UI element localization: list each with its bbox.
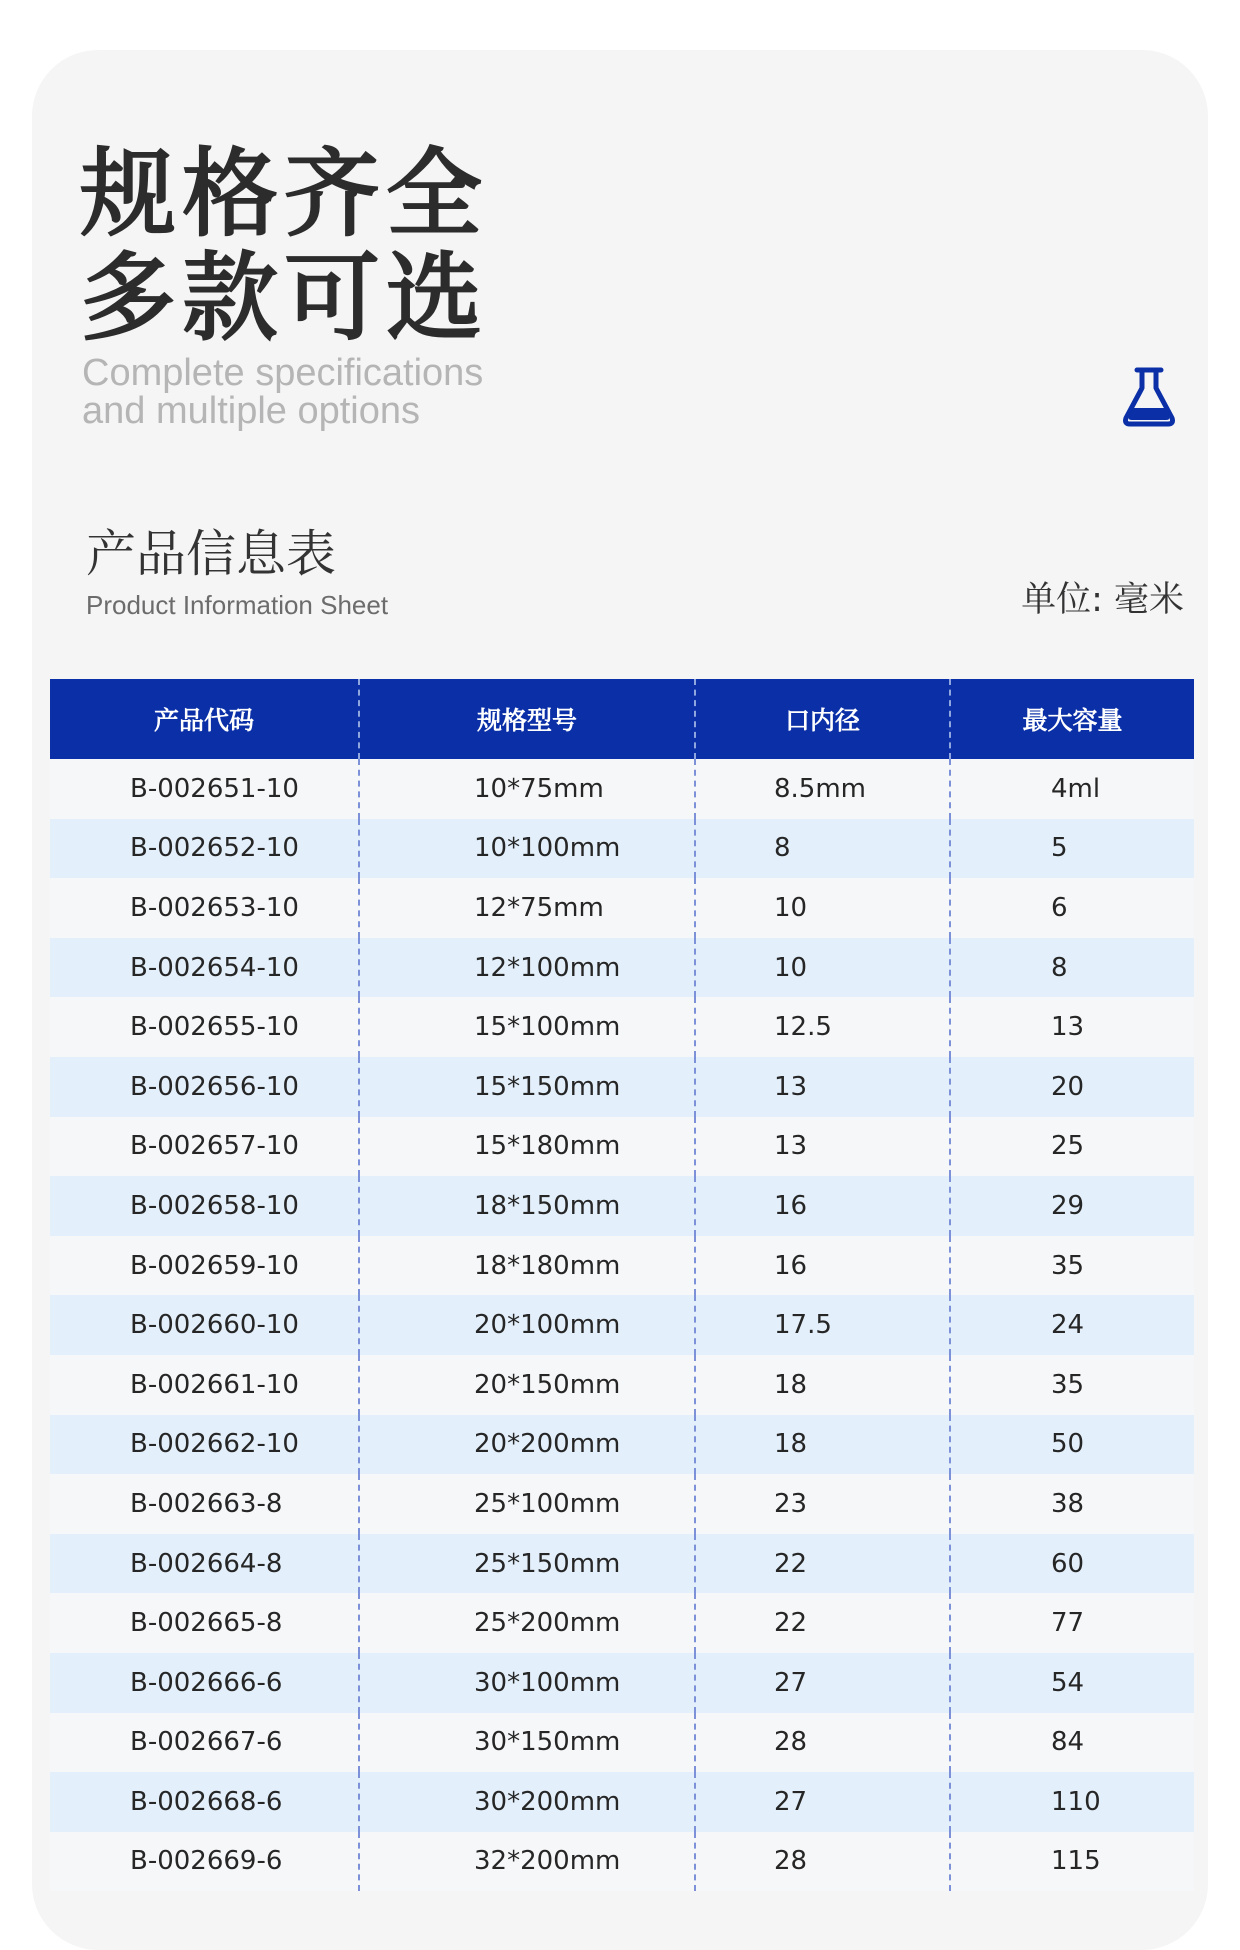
table-row — [50, 1415, 1194, 1475]
header-product-code: 产品代码 — [50, 679, 359, 759]
cell-product-code: B-002655-10 — [50, 997, 359, 1057]
cell-max-capacity: 54 — [950, 1653, 1194, 1713]
cell-product-code: B-002652-10 — [50, 819, 359, 879]
cell-max-capacity: 35 — [950, 1355, 1194, 1415]
cell-inner-diameter: 27 — [695, 1653, 950, 1713]
cell-specification: 25*200mm — [359, 1593, 695, 1653]
cell-max-capacity: 50 — [950, 1415, 1194, 1475]
table-row — [50, 1295, 1194, 1355]
cell-specification: 10*75mm — [359, 759, 695, 819]
cell-product-code: B-002665-8 — [50, 1593, 359, 1653]
cell-product-code: B-002666-6 — [50, 1653, 359, 1713]
cell-specification: 25*150mm — [359, 1534, 695, 1594]
cell-product-code: B-002664-8 — [50, 1534, 359, 1594]
hero-subtitle — [82, 354, 483, 430]
cell-max-capacity: 8 — [950, 938, 1194, 998]
cell-specification: 25*100mm — [359, 1474, 695, 1534]
product-info-table — [50, 679, 1194, 1891]
cell-inner-diameter: 23 — [695, 1474, 950, 1534]
cell-max-capacity: 60 — [950, 1534, 1194, 1594]
cell-inner-diameter: 12.5 — [695, 997, 950, 1057]
table-row — [50, 1117, 1194, 1177]
table-row — [50, 1713, 1194, 1773]
header-max-capacity: 最大容量 — [950, 679, 1194, 759]
table-row — [50, 1057, 1194, 1117]
cell-max-capacity: 6 — [950, 878, 1194, 938]
table-row — [50, 1355, 1194, 1415]
cell-specification: 15*150mm — [359, 1057, 695, 1117]
cell-product-code: B-002656-10 — [50, 1057, 359, 1117]
hero-title-line-1: 规格齐全 — [80, 138, 488, 250]
cell-max-capacity: 38 — [950, 1474, 1194, 1534]
cell-inner-diameter: 13 — [695, 1117, 950, 1177]
cell-specification: 20*150mm — [359, 1355, 695, 1415]
cell-inner-diameter: 27 — [695, 1772, 950, 1832]
table-row — [50, 1236, 1194, 1296]
cell-inner-diameter: 18 — [695, 1355, 950, 1415]
table-header-row — [50, 679, 1194, 759]
cell-specification: 20*200mm — [359, 1415, 695, 1475]
unit-label: 单位: 毫米 — [1021, 580, 1184, 620]
cell-product-code: B-002662-10 — [50, 1415, 359, 1475]
cell-specification: 10*100mm — [359, 819, 695, 879]
cell-max-capacity: 24 — [950, 1295, 1194, 1355]
cell-inner-diameter: 16 — [695, 1176, 950, 1236]
cell-product-code: B-002663-8 — [50, 1474, 359, 1534]
cell-max-capacity: 29 — [950, 1176, 1194, 1236]
cell-product-code: B-002659-10 — [50, 1236, 359, 1296]
cell-product-code: B-002651-10 — [50, 759, 359, 819]
cell-specification: 12*75mm — [359, 878, 695, 938]
flask-icon — [1121, 366, 1177, 428]
table-row — [50, 997, 1194, 1057]
hero-subtitle-line-2: and multiple options — [82, 390, 420, 432]
cell-max-capacity: 25 — [950, 1117, 1194, 1177]
cell-product-code: B-002667-6 — [50, 1713, 359, 1773]
cell-inner-diameter: 17.5 — [695, 1295, 950, 1355]
cell-max-capacity: 20 — [950, 1057, 1194, 1117]
cell-max-capacity: 13 — [950, 997, 1194, 1057]
table-row — [50, 1534, 1194, 1594]
table-row — [50, 759, 1194, 819]
cell-specification: 30*200mm — [359, 1772, 695, 1832]
header-specification: 规格型号 — [359, 679, 695, 759]
cell-inner-diameter: 10 — [695, 938, 950, 998]
cell-inner-diameter: 28 — [695, 1832, 950, 1892]
cell-max-capacity: 35 — [950, 1236, 1194, 1296]
cell-product-code: B-002660-10 — [50, 1295, 359, 1355]
cell-product-code: B-002669-6 — [50, 1832, 359, 1892]
table-row — [50, 819, 1194, 879]
cell-max-capacity: 115 — [950, 1832, 1194, 1892]
cell-specification: 30*150mm — [359, 1713, 695, 1773]
section-subtitle: Product Information Sheet — [86, 590, 389, 620]
cell-max-capacity: 84 — [950, 1713, 1194, 1773]
cell-inner-diameter: 22 — [695, 1534, 950, 1594]
cell-max-capacity: 5 — [950, 819, 1194, 879]
cell-specification: 18*150mm — [359, 1176, 695, 1236]
cell-inner-diameter: 8.5mm — [695, 759, 950, 819]
table-row — [50, 1176, 1194, 1236]
cell-product-code: B-002657-10 — [50, 1117, 359, 1177]
cell-max-capacity: 77 — [950, 1593, 1194, 1653]
cell-product-code: B-002653-10 — [50, 878, 359, 938]
table-row — [50, 1772, 1194, 1832]
cell-inner-diameter: 8 — [695, 819, 950, 879]
cell-product-code: B-002654-10 — [50, 938, 359, 998]
cell-specification: 30*100mm — [359, 1653, 695, 1713]
table-row — [50, 1832, 1194, 1892]
cell-specification: 15*100mm — [359, 997, 695, 1057]
cell-specification: 18*180mm — [359, 1236, 695, 1296]
cell-inner-diameter: 28 — [695, 1713, 950, 1773]
hero-title — [80, 138, 488, 354]
cell-inner-diameter: 18 — [695, 1415, 950, 1475]
cell-inner-diameter: 10 — [695, 878, 950, 938]
cell-product-code: B-002658-10 — [50, 1176, 359, 1236]
hero-title-line-2: 多款可选 — [80, 242, 488, 354]
header-inner-diameter: 口内径 — [695, 679, 950, 759]
hero-subtitle-line-1: Complete specifications — [82, 352, 484, 394]
cell-specification: 12*100mm — [359, 938, 695, 998]
table-row — [50, 1593, 1194, 1653]
cell-inner-diameter: 13 — [695, 1057, 950, 1117]
table-row — [50, 1653, 1194, 1713]
cell-inner-diameter: 22 — [695, 1593, 950, 1653]
cell-max-capacity: 110 — [950, 1772, 1194, 1832]
cell-product-code: B-002661-10 — [50, 1355, 359, 1415]
cell-max-capacity: 4ml — [950, 759, 1194, 819]
table-row — [50, 1474, 1194, 1534]
cell-specification: 32*200mm — [359, 1832, 695, 1892]
table-row — [50, 878, 1194, 938]
section-title: 产品信息表 — [86, 525, 336, 583]
cell-product-code: B-002668-6 — [50, 1772, 359, 1832]
cell-specification: 20*100mm — [359, 1295, 695, 1355]
cell-inner-diameter: 16 — [695, 1236, 950, 1296]
cell-specification: 15*180mm — [359, 1117, 695, 1177]
table-row — [50, 938, 1194, 998]
